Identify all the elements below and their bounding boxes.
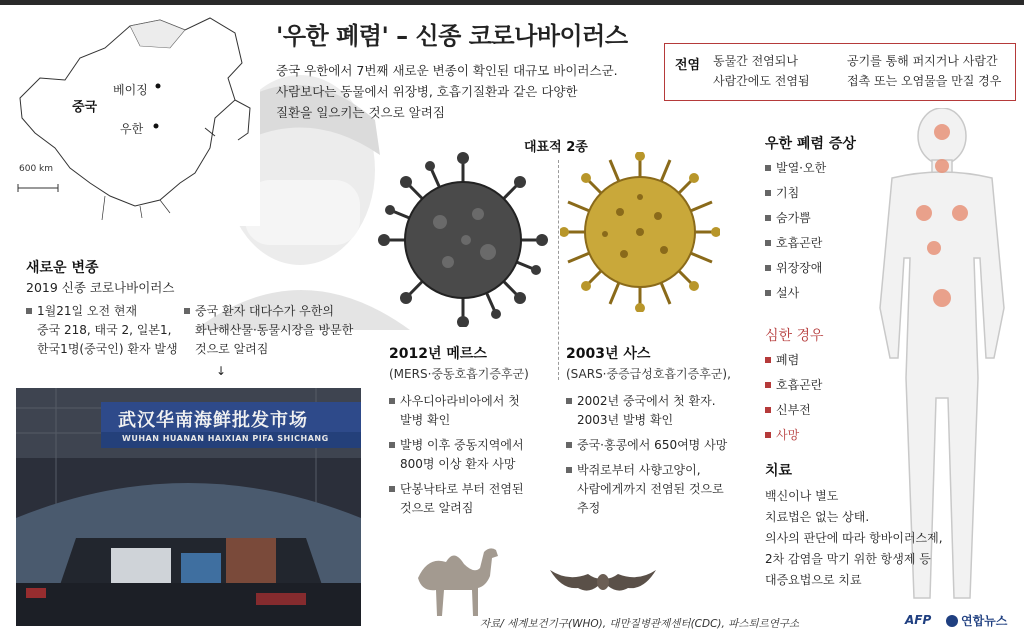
mers-subtitle: (MERS·중동호흡기증후군) bbox=[389, 367, 529, 381]
intro-line: 질환을 일으키는 것으로 알려짐 bbox=[276, 105, 445, 120]
bullet-line: 단봉낙타로 부터 전염된 bbox=[400, 482, 524, 496]
transmission-line: 동물간 전염되나 bbox=[713, 54, 798, 68]
symptom-item bbox=[765, 209, 885, 234]
map-city-wuhan: 우한 bbox=[120, 122, 144, 136]
symptom-label: 호흡곤란 bbox=[776, 236, 823, 250]
symptom-label: 발열·오한 bbox=[776, 161, 827, 175]
bullet-marker bbox=[765, 357, 771, 363]
bullet-marker bbox=[765, 215, 771, 221]
afp-logo: AFP bbox=[905, 613, 932, 627]
bullet-line: 800명 이상 환자 사망 bbox=[400, 457, 516, 471]
bullet-marker bbox=[765, 432, 771, 438]
treatment-line: 치료법은 없는 상태. bbox=[765, 510, 870, 524]
map-scale-label: 600 km bbox=[19, 164, 54, 174]
intro-line: 사람보다는 동물에서 위장병, 호흡기질환과 같은 다양한 bbox=[276, 84, 578, 99]
symptoms-title: 우한 폐렴 증상 bbox=[765, 136, 856, 152]
symptom-label: 사망 bbox=[776, 428, 800, 442]
new-strain-bullet-cases bbox=[26, 302, 196, 359]
map-country-label: 중국 bbox=[72, 100, 98, 115]
camel-icon bbox=[408, 538, 508, 618]
representative-title: 대표적 2종 bbox=[524, 140, 588, 155]
bullet-line: 것으로 알려짐 bbox=[195, 342, 269, 356]
bullet-line: 추정 bbox=[577, 501, 601, 515]
bullet-line: 발병 이후 중동지역에서 bbox=[400, 438, 524, 452]
arrow-down-icon: ↓ bbox=[216, 364, 227, 378]
china-map bbox=[10, 8, 260, 226]
bullet-marker bbox=[765, 290, 771, 296]
transmission-line: 접촉 또는 오염물을 만질 경우 bbox=[847, 74, 1002, 88]
yonhap-logo bbox=[946, 612, 1007, 629]
symptom-label: 신부전 bbox=[776, 403, 811, 417]
bullet-marker bbox=[765, 240, 771, 246]
symptom-item bbox=[765, 184, 885, 209]
transmission-line: 사람간에도 전염됨 bbox=[713, 74, 810, 88]
bullet-marker bbox=[765, 265, 771, 271]
transmission-line: 공기를 통해 퍼지거나 사람간 bbox=[847, 54, 998, 68]
symptoms-list bbox=[765, 159, 885, 309]
sars-title: 2003년 사스 bbox=[566, 346, 651, 362]
market-sign-english: WUHAN HUANAN HAIXIAN PIFA SHICHANG bbox=[122, 434, 329, 443]
bullet-line: 사우디아라비아에서 첫 bbox=[400, 394, 520, 408]
bullet-marker bbox=[389, 442, 395, 448]
severe-list bbox=[765, 351, 885, 451]
mers-title: 2012년 메르스 bbox=[389, 346, 487, 362]
bullet-line: 화난해산물·동물시장을 방문한 bbox=[195, 323, 354, 337]
bullet-line: 2003년 발병 확인 bbox=[577, 413, 674, 427]
treatment-line: 의사의 판단에 따라 항바이러스제, bbox=[765, 531, 943, 545]
treatment-line: 백신이나 별도 bbox=[765, 489, 839, 503]
symptom-label: 숨가쁨 bbox=[776, 211, 811, 225]
source-credit: 자료/ 세계보건기구(WHO), 대만질병관제센터(CDC), 파스퇴르연구소 bbox=[480, 618, 800, 630]
transmission-route-human bbox=[847, 51, 1001, 91]
transmission-route-animal bbox=[713, 51, 810, 91]
symptom-item bbox=[765, 234, 885, 259]
intro-text bbox=[276, 60, 626, 123]
severe-item bbox=[765, 426, 885, 451]
symptom-label: 기침 bbox=[776, 186, 800, 200]
bullet-line: 것으로 알려짐 bbox=[400, 501, 474, 515]
bullet-line: 중국 218, 태국 2, 일본1, bbox=[37, 323, 172, 337]
bullet-line: 1월21일 오전 현재 bbox=[37, 304, 138, 318]
bullet-line: 한국1명(중국인) 환자 발생 bbox=[37, 342, 178, 356]
new-strain-title: 새로운 변종 bbox=[26, 260, 99, 276]
mers-bullets bbox=[389, 392, 559, 518]
page-title: '우한 폐렴' – 신종 코로나바이러스 bbox=[276, 22, 628, 50]
severe-item bbox=[765, 376, 885, 401]
bullet-marker bbox=[26, 308, 32, 314]
symptom-item bbox=[765, 259, 885, 284]
top-rule bbox=[0, 0, 1024, 5]
bullet-marker bbox=[184, 308, 190, 314]
symptom-label: 설사 bbox=[776, 286, 800, 300]
bullet-marker bbox=[566, 467, 572, 473]
new-strain-bullet-market bbox=[184, 302, 374, 359]
symptom-label: 위장장애 bbox=[776, 261, 823, 275]
transmission-heading: 전염 bbox=[675, 58, 701, 73]
bullet-marker bbox=[389, 486, 395, 492]
sars-bullets bbox=[566, 392, 746, 518]
treatment-title: 치료 bbox=[765, 463, 793, 479]
severe-item bbox=[765, 351, 885, 376]
bullet-marker bbox=[566, 442, 572, 448]
bullet-marker bbox=[765, 382, 771, 388]
symptom-item bbox=[765, 159, 885, 184]
severe-item bbox=[765, 401, 885, 426]
sars-virus-illustration bbox=[560, 152, 720, 312]
intro-line: 중국 우한에서 7번째 새로운 변종이 확인된 대규모 바이러스군. bbox=[276, 63, 618, 78]
bullet-line: 박쥐로부터 사향고양이, bbox=[577, 463, 701, 477]
sars-subtitle: (SARS·중증급성호흡기증후군), bbox=[566, 367, 731, 381]
bullet-line: 발병 확인 bbox=[400, 413, 451, 427]
yonhap-label: 연합뉴스 bbox=[961, 614, 1008, 628]
market-photo bbox=[16, 388, 361, 626]
severe-title: 심한 경우 bbox=[765, 328, 824, 344]
bullet-marker bbox=[765, 407, 771, 413]
transmission-box bbox=[664, 43, 1016, 101]
symptom-item bbox=[765, 284, 885, 309]
bullet-marker bbox=[765, 190, 771, 196]
map-city-beijing: 베이징 bbox=[113, 83, 148, 97]
bullet-marker bbox=[389, 398, 395, 404]
bullet-marker bbox=[566, 398, 572, 404]
virus-divider bbox=[558, 160, 559, 380]
bullet-line: 중국 환자 대다수가 우한의 bbox=[195, 304, 334, 318]
bullet-line: 2002년 중국에서 첫 환자. bbox=[577, 394, 716, 408]
symptom-label: 폐렴 bbox=[776, 353, 800, 367]
bullet-marker bbox=[765, 165, 771, 171]
mers-virus-illustration bbox=[378, 152, 548, 327]
market-sign-chinese: 武汉华南海鲜批发市场 bbox=[118, 410, 308, 431]
treatment-line: 대증요법으로 치료 bbox=[765, 573, 862, 587]
new-strain-subtitle: 2019 신종 코로나바이러스 bbox=[26, 280, 175, 295]
bullet-line: 중국·홍콩에서 650여명 사망 bbox=[577, 438, 728, 452]
symptom-label: 호흡곤란 bbox=[776, 378, 823, 392]
bullet-line: 사람에게까지 전염된 것으로 bbox=[577, 482, 724, 496]
treatment-line: 2차 감염을 막기 위한 항생제 등 bbox=[765, 552, 931, 566]
treatment-text bbox=[765, 486, 995, 591]
bat-icon bbox=[548, 560, 658, 600]
yonhap-logo-icon bbox=[946, 615, 958, 627]
